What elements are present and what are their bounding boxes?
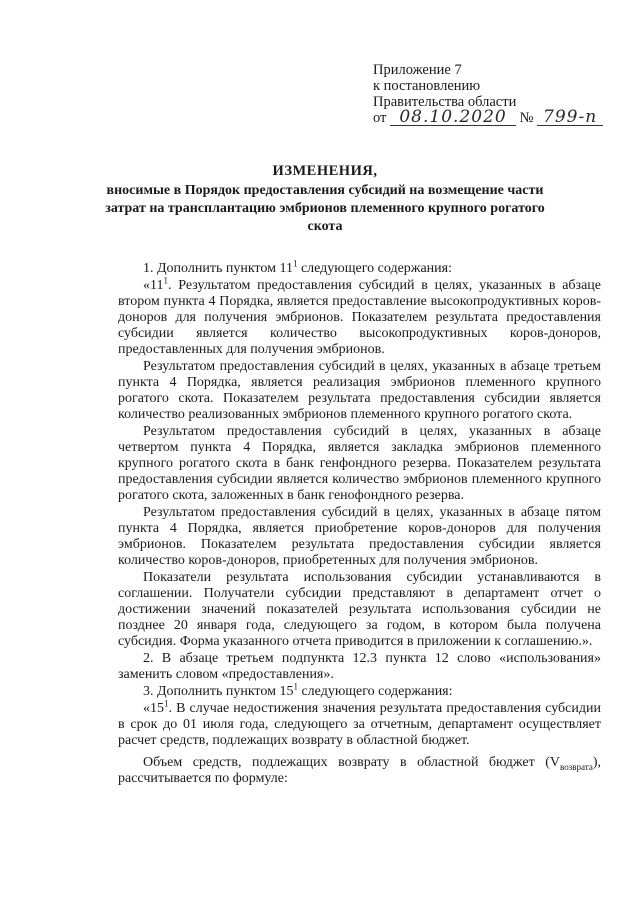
paragraph-7: 2. В абзаце третьем подпункта 12.3 пункта 12 слово «использования» заменить словом «предоставления». [118,651,601,682]
title-subtitle: вносимые в Порядок предоставления субсидий на возмещение части затрат на трансплантацию эмбрионов племенного крупного рогатого скота [105,183,545,234]
paragraph-6: Показатели результата использования субсидии устанавливаются в соглашении. Получатели субсидии представляют в департамент отчет о достижении значений показателей результата использования субсидии не позднее 20 января года, следующего за годом, в котором была получена субсидия. Форма указанного отчета приводится в приложении к соглашению.». [118,570,601,649]
paragraph-1: 1. Дополнить пунктом $11^1$ следующего содержания: [143,258,452,276]
paragraph-3: Результатом предоставления субсидий в целях, указанных в абзаце третьем пункта 4 Порядка, является реализация эмбрионов племенного крупного рогатого скота. Показателем результата предоставления субсидии является количество реализованных эмбрионов племенного крупного рогатого скота. [118,359,601,422]
paragraph-2: «$11^1$. Результатом предоставления субсидий в целях, указанных в абзаце втором пункта 4 Порядка, является предоставление высокопродуктивных коров-доноров для получения эмбрионов. Показателем результата предоставления субсидии является количество высокопродуктивных коров-доноров, предоставленных для получения эмбрионов. [118,275,601,357]
appendix-government: Правительства области [373,94,517,110]
paragraph-10: Объем средств, подлежащих возврату в областной бюджет $(V_{возврата})$, рассчитывается по формуле: [118,755,601,786]
appendix-number: Приложение 7 [373,62,462,78]
title-main: ИЗМЕНЕНИЯ, [272,163,378,179]
paragraph-9: «$15^1$. В случае недостижения значения результата предоставления субсидии в срок до 01 июля года, следующего за отчетным, департамент осуществляет расчет средств, подлежащих возврату в областной бюджет. [118,698,601,748]
appendix-header [373,62,603,126]
paragraph-5: Результатом предоставления субсидий в целях, указанных в абзаце пятом пункта 4 Порядка, является приобретение коров-доноров для получения эмбрионов. Показателем результата предоставления субсидии является количество коров-доноров, приобретенных для получения эмбрионов. [118,505,601,568]
paragraph-8: 3. Дополнить пунктом $15^1$ следующего содержания: [143,681,453,699]
document-body [118,258,601,788]
number-sign: № [519,110,534,126]
paragraph-4: Результатом предоставления субсидий в целях, указанных в абзаце четвертом пункта 4 Порядка, является закладка эмбрионов племенного крупного рогатого скота в банк генфондного резерва. Показателем результата предоставления субсидии является количество эмбрионов племенного крупного рогатого скота, заложенных в банк генофондного резерва. [118,424,601,503]
handwritten-number: 799-п [537,110,603,126]
appendix-date-number-line [373,107,603,127]
appendix-to-resolution: к постановлению [373,78,481,94]
from-label: от [373,110,387,126]
handwritten-date: 08.10.2020 [390,110,516,126]
document-title [95,163,555,236]
